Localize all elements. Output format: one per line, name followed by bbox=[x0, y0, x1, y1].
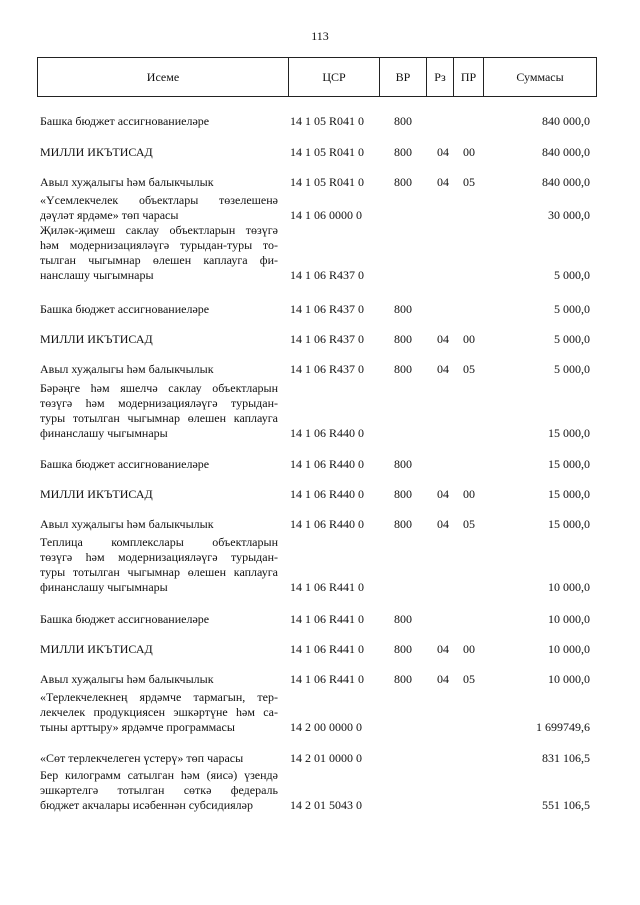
row-pr: 00 bbox=[463, 332, 475, 346]
row-rz: 04 bbox=[437, 175, 449, 189]
header-sum: Суммасы bbox=[483, 58, 596, 96]
header-pr: ПР bbox=[453, 58, 483, 96]
row-name-line: МИЛЛИ ИКЪТИСАД bbox=[40, 145, 153, 159]
row-name-line: финанслашу чыгымнары bbox=[40, 426, 168, 440]
row-name-line: «Сөт терлекчелеген үстерү» төп чарасы bbox=[40, 751, 244, 765]
row-name bbox=[40, 612, 278, 627]
row-rz: 04 bbox=[437, 362, 449, 376]
row-rz: 04 bbox=[437, 517, 449, 531]
row-name bbox=[40, 487, 278, 502]
row-sum: 15 000,0 bbox=[548, 426, 590, 440]
row-name-line: Теплица комплекслары объектларын bbox=[40, 535, 278, 549]
row-name bbox=[40, 751, 278, 766]
row-csr: 14 1 06 R437 0 bbox=[290, 268, 365, 282]
row-sum: 840 000,0 bbox=[542, 114, 590, 128]
row-vr: 800 bbox=[394, 642, 412, 656]
row-name-line: Авыл хуҗалыгы һәм балыкчылык bbox=[40, 175, 214, 189]
row-sum: 10 000,0 bbox=[548, 672, 590, 686]
row-name-line: төзүгә һәм модернизацияләүгә турыдан- bbox=[40, 396, 278, 410]
row-sum: 10 000,0 bbox=[548, 642, 590, 656]
row-sum: 30 000,0 bbox=[548, 208, 590, 222]
row-name-line: Бер килограмм сатылган һәм (яисә) үзендә bbox=[40, 768, 278, 782]
row-pr: 05 bbox=[463, 672, 475, 686]
row-name-line: финанслашу чыгымнары bbox=[40, 580, 168, 594]
row-vr: 800 bbox=[394, 362, 412, 376]
row-name bbox=[40, 223, 278, 283]
row-name-line: МИЛЛИ ИКЪТИСАД bbox=[40, 642, 153, 656]
row-pr: 05 bbox=[463, 517, 475, 531]
row-name-line: Бәрәңге һәм яшелчә саклау объектларын bbox=[40, 381, 278, 395]
row-name-line: дәүләт ярдәме» төп чарасы bbox=[40, 208, 179, 222]
row-name bbox=[40, 193, 278, 223]
row-sum: 551 106,5 bbox=[542, 798, 590, 812]
row-name-line: Башка бюджет ассигнованиеләре bbox=[40, 457, 210, 471]
row-sum: 15 000,0 bbox=[548, 457, 590, 471]
row-name-line: Җиләк-җимеш саклау объектларын төзүгә bbox=[40, 223, 278, 237]
row-sum: 5 000,0 bbox=[554, 302, 590, 316]
row-name bbox=[40, 768, 278, 813]
row-name-line: лекчелек продукциясен эшкәртүне һәм са- bbox=[40, 705, 278, 719]
row-name bbox=[40, 517, 278, 532]
row-sum: 5 000,0 bbox=[554, 268, 590, 282]
row-name-line: Авыл хуҗалыгы һәм балыкчылык bbox=[40, 517, 214, 531]
row-name bbox=[40, 362, 278, 377]
header-vr: ВР bbox=[379, 58, 426, 96]
row-vr: 800 bbox=[394, 612, 412, 626]
row-pr: 05 bbox=[463, 175, 475, 189]
row-name-line: туры тотылган чыгымнар өлешен каплауга bbox=[40, 411, 278, 425]
header-name: Исеме bbox=[146, 69, 180, 84]
row-csr: 14 1 06 R440 0 bbox=[290, 426, 365, 440]
row-csr: 14 2 00 0000 0 bbox=[290, 720, 362, 734]
row-name bbox=[40, 690, 278, 735]
row-csr: 14 1 06 R441 0 bbox=[290, 612, 365, 626]
table-header bbox=[37, 57, 597, 97]
row-vr: 800 bbox=[394, 175, 412, 189]
row-csr: 14 1 05 R041 0 bbox=[290, 145, 365, 159]
row-sum: 15 000,0 bbox=[548, 517, 590, 531]
row-name-line: туры тотылган чыгымнар өлешен каплауга bbox=[40, 565, 278, 579]
row-name-line: тылган чыгымнар өлешен каплауга фи- bbox=[40, 253, 278, 267]
row-name-line: Авыл хуҗалыгы һәм балыкчылык bbox=[40, 672, 214, 686]
row-rz: 04 bbox=[437, 642, 449, 656]
row-name-line: төзүгә һәм модернизацияләүгә турыдан- bbox=[40, 550, 278, 564]
row-name bbox=[40, 672, 278, 687]
row-name-line: бюджет акчалары исәбеннән субсидияләр bbox=[40, 798, 253, 812]
row-sum: 5 000,0 bbox=[554, 332, 590, 346]
row-csr: 14 1 06 R437 0 bbox=[290, 332, 365, 346]
row-name bbox=[40, 457, 278, 472]
row-sum: 831 106,5 bbox=[542, 751, 590, 765]
row-vr: 800 bbox=[394, 145, 412, 159]
row-name bbox=[40, 145, 278, 160]
row-name bbox=[40, 302, 278, 317]
row-csr: 14 1 06 0000 0 bbox=[290, 208, 362, 222]
row-csr: 14 1 06 R437 0 bbox=[290, 302, 365, 316]
row-pr: 00 bbox=[463, 487, 475, 501]
row-name-line: МИЛЛИ ИКЪТИСАД bbox=[40, 487, 153, 501]
row-pr: 00 bbox=[463, 642, 475, 656]
row-vr: 800 bbox=[394, 487, 412, 501]
row-name bbox=[40, 535, 278, 595]
row-name-line: МИЛЛИ ИКЪТИСАД bbox=[40, 332, 153, 346]
row-pr: 05 bbox=[463, 362, 475, 376]
row-csr: 14 1 06 R441 0 bbox=[290, 580, 365, 594]
row-name bbox=[40, 332, 278, 347]
row-sum: 840 000,0 bbox=[542, 175, 590, 189]
page-number: 113 bbox=[311, 29, 329, 43]
row-rz: 04 bbox=[437, 145, 449, 159]
row-sum: 5 000,0 bbox=[554, 362, 590, 376]
row-sum: 1 699749,6 bbox=[536, 720, 590, 734]
row-csr: 14 1 06 R440 0 bbox=[290, 517, 365, 531]
row-vr: 800 bbox=[394, 114, 412, 128]
row-csr: 14 2 01 5043 0 bbox=[290, 798, 362, 812]
row-rz: 04 bbox=[437, 487, 449, 501]
row-name-line: «Терлекчелекнең ярдәмче тармагын, тер- bbox=[40, 690, 278, 704]
row-csr: 14 1 06 R440 0 bbox=[290, 487, 365, 501]
row-csr: 14 2 01 0000 0 bbox=[290, 751, 362, 765]
row-csr: 14 1 06 R437 0 bbox=[290, 362, 365, 376]
row-name-line: «Үсемлекчелек объектлары төзелешенә bbox=[40, 193, 278, 207]
row-csr: 14 1 06 R440 0 bbox=[290, 457, 365, 471]
row-name-line: һәм модернизацияләүгә турыдан-туры то- bbox=[40, 238, 278, 252]
row-vr: 800 bbox=[394, 302, 412, 316]
header-rz: Рз bbox=[426, 58, 453, 96]
row-sum: 15 000,0 bbox=[548, 487, 590, 501]
row-name bbox=[40, 381, 278, 441]
row-csr: 14 1 05 R041 0 bbox=[290, 114, 365, 128]
row-sum: 10 000,0 bbox=[548, 612, 590, 626]
row-csr: 14 1 05 R041 0 bbox=[290, 175, 365, 189]
row-vr: 800 bbox=[394, 517, 412, 531]
header-csr: ЦСР bbox=[288, 58, 379, 96]
row-vr: 800 bbox=[394, 332, 412, 346]
row-name-line: Башка бюджет ассигнованиеләре bbox=[40, 612, 210, 626]
row-name bbox=[40, 114, 278, 129]
row-name bbox=[40, 175, 278, 190]
row-pr: 00 bbox=[463, 145, 475, 159]
row-name-line: Башка бюджет ассигнованиеләре bbox=[40, 302, 210, 316]
row-name-line: нанслашу чыгымнары bbox=[40, 268, 154, 282]
row-rz: 04 bbox=[437, 332, 449, 346]
row-name-line: Башка бюджет ассигнованиеләре bbox=[40, 114, 210, 128]
row-vr: 800 bbox=[394, 457, 412, 471]
row-csr: 14 1 06 R441 0 bbox=[290, 672, 365, 686]
row-name-line: эшкәртелгә тотылган сөткә федераль bbox=[40, 783, 278, 797]
row-name-line: Авыл хуҗалыгы һәм балыкчылык bbox=[40, 362, 214, 376]
row-sum: 840 000,0 bbox=[542, 145, 590, 159]
row-vr: 800 bbox=[394, 672, 412, 686]
row-csr: 14 1 06 R441 0 bbox=[290, 642, 365, 656]
row-name-line: тыны арттыру» ярдәмче программасы bbox=[40, 720, 235, 734]
row-sum: 10 000,0 bbox=[548, 580, 590, 594]
row-name bbox=[40, 642, 278, 657]
row-rz: 04 bbox=[437, 672, 449, 686]
